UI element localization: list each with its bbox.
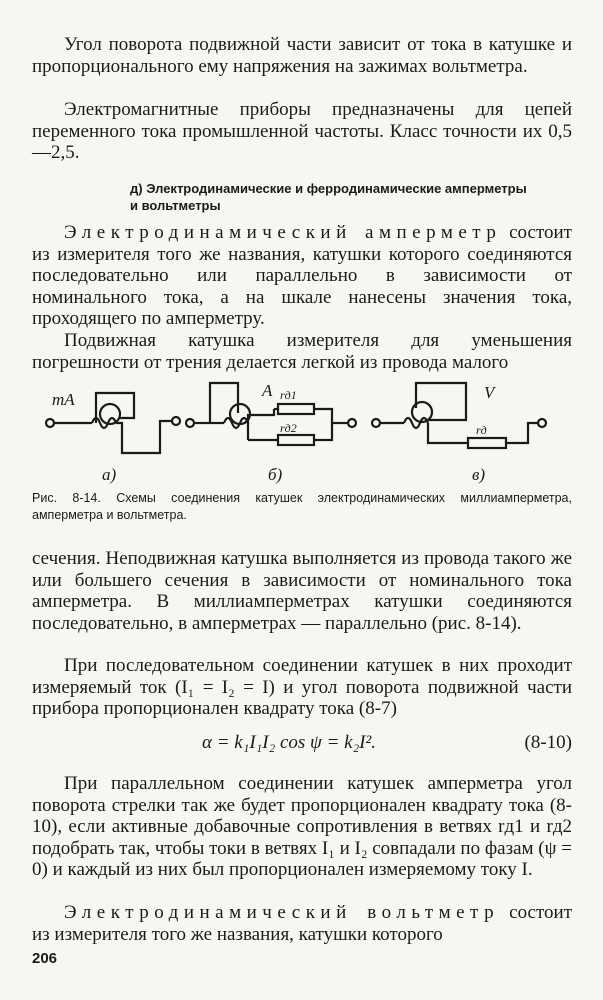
terminal-left-b: [186, 419, 194, 427]
page-number: 206: [32, 950, 58, 967]
paragraph-1: Угол поворота подвижной части зависит от тока в катушке и пропорционального ему напряжения на зажимах вольтметра.: [32, 34, 572, 77]
figure-caption: Рис. 8-14. Схемы соединения катушек электродинамических миллиамперметра, амперметра и вольтметра.: [32, 491, 572, 522]
section-heading: д) Электродинамические и ферродинамические амперметры и вольтметры: [130, 181, 527, 213]
label-a: а): [102, 465, 117, 484]
paragraph-5: сечения. Неподвижная катушка выполняется из провода такого же или большего сечения в зависимости от номинального тока амперметра. В миллиамперметрах катушки соединяются последовательно, в амперметрах — параллельно (рис. 8-14).: [32, 548, 572, 634]
paragraph-3: [32, 222, 572, 330]
resistor-rd1: [278, 404, 314, 414]
formula-number: (8-10): [524, 732, 572, 753]
formula-8-10: [32, 732, 572, 758]
label-rd1: rд1: [280, 388, 297, 402]
paragraph-4: Подвижная катушка измерителя для уменьшения погрешности от трения делается легкой из провода малого: [32, 330, 572, 373]
term-electrodynamic-voltmeter: Электродинамический вольтметр: [64, 902, 500, 923]
resistor-rd: [468, 438, 506, 448]
label-rd2: rд2: [280, 421, 297, 435]
terminal-left-a: [46, 419, 54, 427]
paragraph-6: При последовательном соединении катушек в них проходит измеряемый ток (I₁ = I₂ = I) и угол поворота подвижной части прибора пропорционален квадрату тока (8-7): [32, 655, 572, 719]
terminal-right-a: [172, 417, 180, 425]
terminal-right-c: [538, 419, 546, 427]
paragraph-2: Электромагнитные приборы предназначены для цепей переменного тока промышленной частоты. Класс точности их 0,5—2,5.: [32, 99, 572, 163]
paragraph-8-text: состоит из измерителя того же названия, катушки которого: [32, 902, 572, 945]
paragraph-7: При параллельном соединении катушек амперметра угол поворота стрелки так же будет пропорционален квадрату тока (8-10), если активные добавочные сопротивления в ветвях rд1 и rд2 подобрать так, чтобы токи в ветвях I₁ и I₂ совпадали по фазам (ψ = 0) и каждый из них был пропорционален измеряемому току I.: [32, 773, 572, 880]
term-electrodynamic-ammeter: Электродинамический амперметр: [64, 222, 502, 243]
circuit-diagrams: [30, 368, 575, 486]
label-V: V: [484, 383, 495, 402]
paragraph-3-text: состоит из измерителя того же названия, катушки которого соединяются последовательно или параллельно в зависимости от номинального тока, а на шкале нанесены значения тока, проходящего по амперметру.: [32, 222, 572, 329]
diagram-voltmeter: [372, 383, 546, 484]
label-rd: rд: [476, 423, 487, 437]
diagram-milliammeter: [46, 390, 180, 484]
terminal-right-b: [348, 419, 356, 427]
label-c: в): [472, 465, 486, 484]
label-A: A: [262, 381, 273, 400]
terminal-left-c: [372, 419, 380, 427]
diagram-ammeter: [186, 381, 356, 484]
paragraph-8: [32, 902, 572, 945]
label-mA: mA: [52, 390, 75, 409]
resistor-rd2: [278, 435, 314, 445]
label-b: б): [268, 465, 283, 484]
formula-expression: α = k₁I₁I₂ cos ψ = k₂I².: [202, 732, 376, 753]
